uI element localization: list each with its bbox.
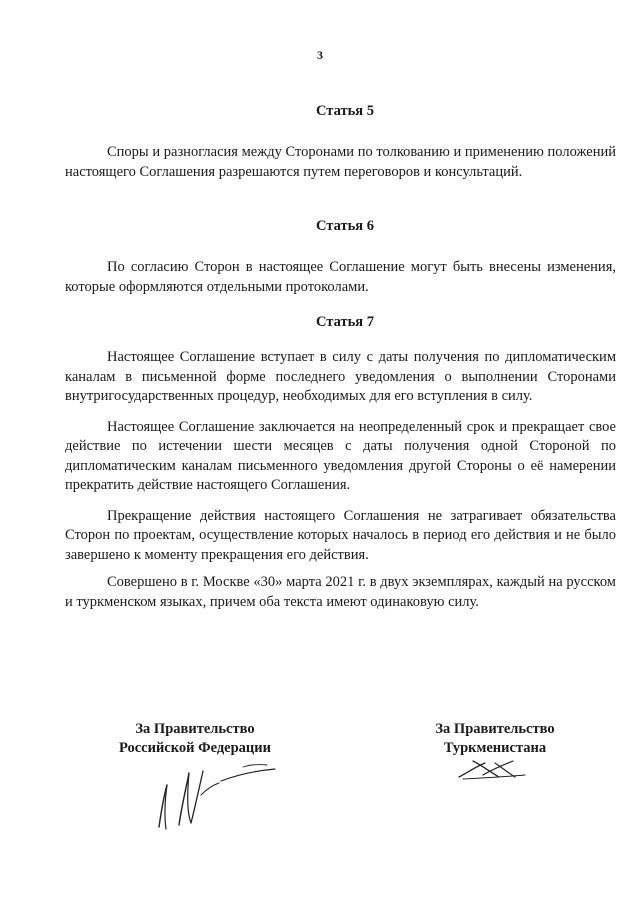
article-5-paragraph-1: Споры и разногласия между Сторонами по толкованию и применению положений настоящего Соглашения разрешаются путем переговоров и консультаций.: [65, 144, 616, 180]
signature-russia-handwriting: [145, 755, 285, 835]
article-5-title: Статья 5: [316, 103, 374, 119]
page-number: 3: [317, 48, 323, 62]
article-7-title: Статья 7: [316, 314, 374, 330]
article-7-body: [65, 348, 616, 565]
article-7-paragraph-2: Настоящее Соглашение заключается на неопределенный срок и прекращает свое действие по истечении шести месяцев с даты получения одной Стороной по дипломатическим каналам письменного уведомления другой Стороны о её намерении прекратить действие настоящего Соглашения.: [65, 418, 616, 493]
signature-turkmenistan-line-2: Туркменистана: [443, 740, 547, 756]
signature-turkmenistan-handwriting: [455, 755, 535, 785]
closing-paragraph: Совершено в г. Москве «30» марта 2021 г. в двух экземплярах, каждый на русском и туркменском языках, причем оба текста имеют одинаковую силу.: [65, 574, 616, 610]
signature-block-russia: [95, 720, 295, 758]
article-6-paragraph-1: По согласию Сторон в настоящее Соглашение могут быть внесены изменения, которые оформляются отдельными протоколами.: [65, 259, 616, 295]
article-7-paragraph-1: Настоящее Соглашение вступает в силу с даты получения по дипломатическим каналам в письменной форме последнего уведомления о выполнении Сторонами внутригосударственных процедур, необходимых для его вступления в силу.: [65, 349, 616, 404]
signature-turkmenistan-line-1: За Правительство: [435, 721, 555, 737]
article-6-body: [65, 258, 616, 297]
article-5-body: [65, 143, 616, 182]
signature-block-turkmenistan: [395, 720, 595, 758]
article-6-title: Статья 6: [316, 218, 374, 234]
signature-russia-line-2: Российской Федерации: [118, 740, 271, 756]
closing-text-block: [65, 573, 616, 612]
article-7-paragraph-3: Прекращение действия настоящего Соглашения не затрагивает обязательства Сторон по проектам, осуществление которых началось в период его действия и не было завершено к моменту прекращения его действия.: [65, 507, 616, 563]
signature-russia-line-1: За Правительство: [135, 721, 255, 737]
